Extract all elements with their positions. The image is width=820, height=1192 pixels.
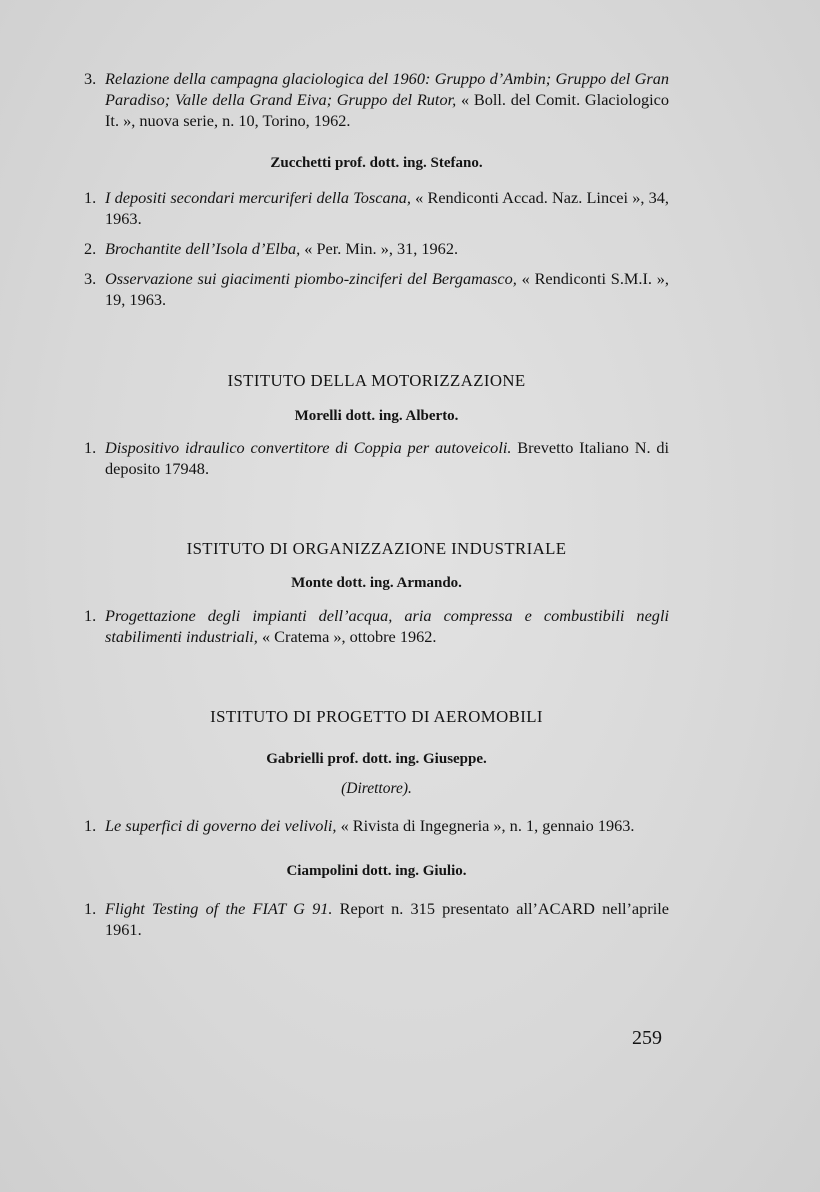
entry-number: 3. [84, 69, 97, 88]
entry-citation: Report n. 315 presentato all’ACARD nell’aprile 1961. [105, 899, 669, 939]
page-number: 259 [632, 1027, 662, 1049]
entry-title: Progettazione degli impianti dell’acqua, aria compressa e combustibili negli stabilimenti industriali, [105, 606, 669, 646]
role-text: (Direttore). [341, 780, 412, 797]
author-name: Zucchetti prof. dott. ing. Stefano. [270, 155, 483, 171]
entry-text [105, 815, 669, 836]
entry-number: 1. [84, 606, 97, 625]
institute-heading: ISTITUTO DI ORGANIZZAZIONE INDUSTRIALE [186, 539, 567, 558]
entry-title: I depositi secondari mercuriferi della Toscana, [105, 188, 411, 207]
entry-text [105, 437, 669, 479]
entry-title: Relazione della campagna glaciologica del 1960: Gruppo d’Ambin; Gruppo del Gran Paradiso; Valle della Grand Eiva; Gruppo del Rutor, [105, 69, 669, 109]
entry-text [105, 898, 669, 940]
entry-text [105, 187, 669, 229]
entry-citation: « Per. Min. », 31, 1962. [300, 239, 459, 258]
institute-heading: ISTITUTO DI PROGETTO DI AEROMOBILI [210, 707, 543, 726]
entry-number: 2. [84, 239, 97, 258]
entry-citation: « Boll. del Comit. Glaciologico It. », nuova serie, n. 10, Torino, 1962. [105, 90, 670, 130]
bibliography-entry [84, 437, 669, 479]
bibliography-entry [84, 605, 669, 647]
entry-citation: « Cratema », ottobre 1962. [257, 627, 437, 646]
entry-number: 1. [84, 899, 97, 918]
entry-title: Dispositivo idraulico convertitore di Coppia per autoveicoli. [105, 438, 512, 457]
author-name: Gabrielli prof. dott. ing. Giuseppe. [266, 751, 487, 767]
entry-text [105, 238, 669, 259]
entry-text [105, 68, 669, 131]
entry-number: 1. [84, 816, 97, 835]
entry-citation: « Rendiconti Accad. Naz. Lincei », 34, 1963. [105, 188, 669, 228]
page-content [84, 68, 669, 940]
entry-citation: Brevetto Italiano N. di deposito 17948. [105, 438, 669, 478]
entry-title: Flight Testing of the FIAT G 91. [105, 899, 333, 918]
entry-number: 1. [84, 188, 97, 207]
author-name: Morelli dott. ing. Alberto. [294, 408, 459, 424]
bibliography-entry [84, 268, 669, 310]
entry-title: Brochantite dell’Isola d’Elba, [105, 239, 301, 258]
bibliography-entry [84, 68, 669, 131]
bibliography-entry [84, 815, 669, 836]
entry-number: 3. [84, 269, 97, 288]
bibliography-entry [84, 238, 669, 259]
author-name: Monte dott. ing. Armando. [291, 575, 462, 591]
bibliography-entry [84, 898, 669, 940]
entry-text [105, 605, 669, 647]
author-name: Ciampolini dott. ing. Giulio. [286, 863, 467, 879]
entry-number: 1. [84, 438, 97, 457]
entry-title: Le superfici di governo dei velivoli, [105, 816, 337, 835]
entry-citation: « Rivista di Ingegneria », n. 1, gennaio 1963. [336, 816, 635, 835]
bibliography-entry [84, 187, 669, 229]
entry-citation: « Rendiconti S.M.I. », 19, 1963. [105, 269, 669, 309]
institute-heading: ISTITUTO DELLA MOTORIZZAZIONE [227, 371, 526, 390]
entry-title: Osservazione sui giacimenti piombo-zinciferi del Bergamasco, [105, 269, 517, 288]
entry-text [105, 268, 669, 310]
author-role [84, 778, 669, 799]
